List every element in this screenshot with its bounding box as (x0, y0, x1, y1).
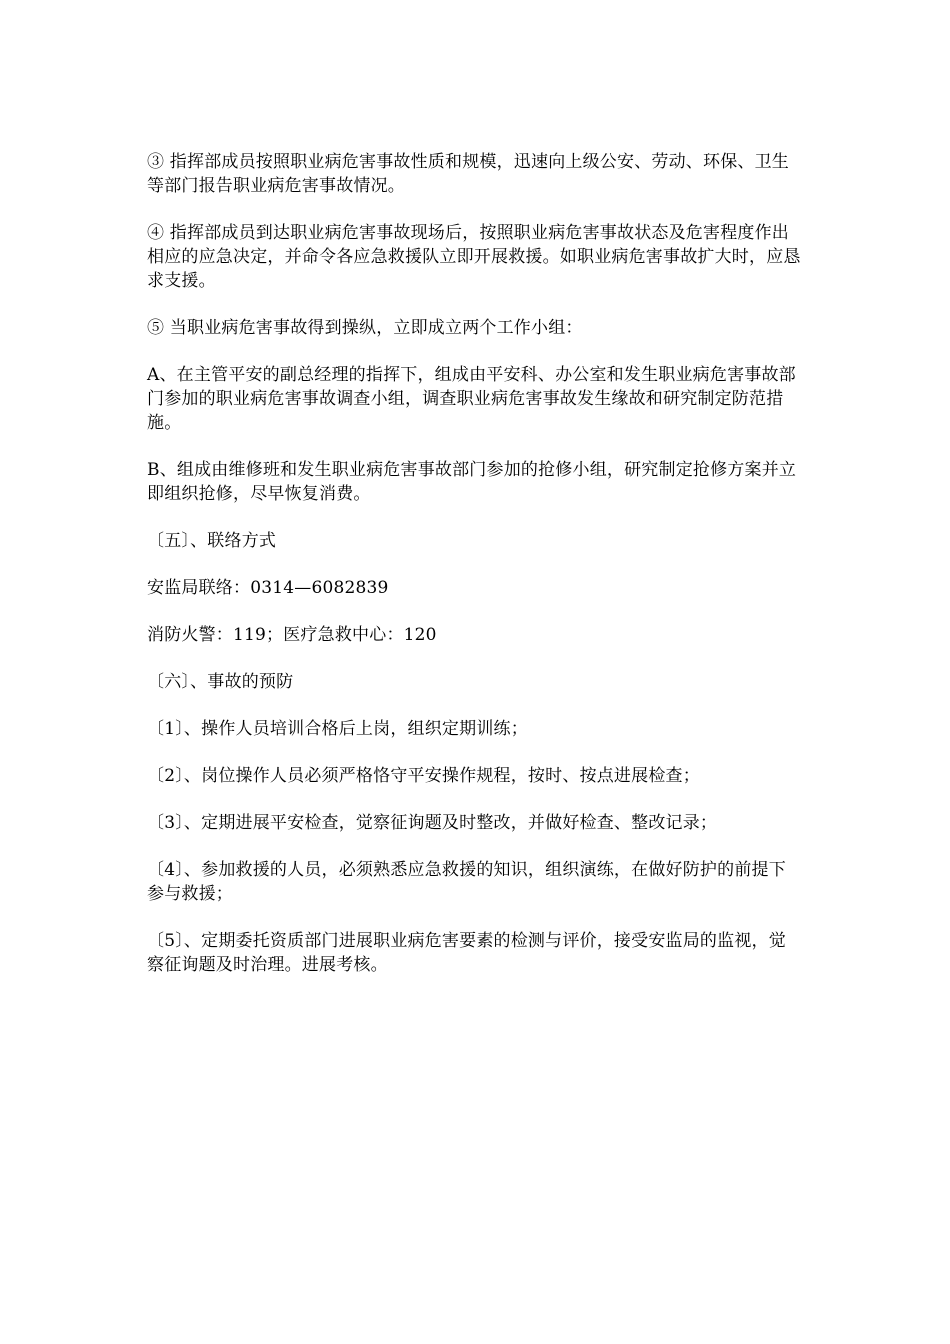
section-heading-contacts: 〔五〕、联络方式 (147, 531, 277, 551)
prevention-item-1: 〔1〕、操作人员培训合格后上岗，组织定期训练； (147, 719, 528, 739)
paragraph-on-site-response: ④ 指挥部成员到达职业病危害事故现场后，按照职业病危害事故状态及危害程度作出相应的应急决定，并命令各应急救援队立即开展救援。如职业病危害事故扩大时，应恳求支援。 (147, 223, 801, 291)
paragraph-repair-group: B、组成由维修班和发生职业病危害事故部门参加的抢修小组，研究制定抢修方案并立即组织抢修，尽早恢复消费。 (147, 460, 797, 504)
contact-safety-bureau: 安监局联络：0314—6082839 (147, 578, 389, 598)
contact-emergency-numbers: 消防火警：119；医疗急救中心：120 (147, 625, 437, 645)
prevention-item-5: 〔5〕、定期委托资质部门进展职业病危害要素的检测与评价，接受安监局的监视，觉察征询题及时治理。进展考核。 (147, 931, 786, 975)
paragraph-investigation-group: A、在主管平安的副总经理的指挥下，组成由平安科、办公室和发生职业病危害事故部门参加的职业病危害事故调查小组，调查职业病危害事故发生缘故和研究制定防范措施。 (147, 365, 796, 433)
paragraph-working-groups: ⑤ 当职业病危害事故得到操纵，立即成立两个工作小组： (147, 318, 583, 338)
paragraph-command-report: ③ 指挥部成员按照职业病危害事故性质和规模，迅速向上级公安、劳动、环保、卫生等部门报告职业病危害事故情况。 (147, 152, 790, 196)
prevention-item-2: 〔2〕、岗位操作人员必须严格恪守平安操作规程，按时、按点进展检查； (147, 766, 700, 786)
section-heading-prevention: 〔六〕、事故的预防 (147, 672, 294, 692)
prevention-item-3: 〔3〕、定期进展平安检查，觉察征询题及时整改，并做好检查、整改记录； (147, 813, 718, 833)
document-body (147, 150, 803, 1000)
prevention-item-4: 〔4〕、参加救援的人员，必须熟悉应急救援的知识，组织演练，在做好防护的前提下参与救援； (147, 860, 786, 904)
